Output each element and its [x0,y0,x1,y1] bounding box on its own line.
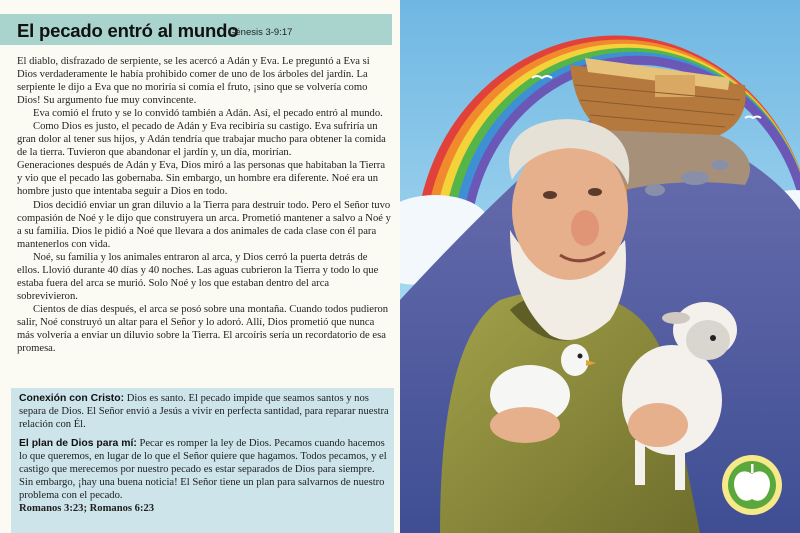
story-paragraph: Cientos de días después, el arca se posó sobre una montaña. Cuando todos pudieron salir, Noé construyó un altar para el Señor y lo adoró. Allí, Dios prometió que nunca más volvería a enviar un diluvio sobre la Tierra. El arcoíris sería un recordatorio de esa promesa. [17,303,389,355]
christ-connection-text: Dios es santo. El pecado impide que seamos santos y nos separa de Dios. El Señor envió a Jesús a vivir en perfecta santidad, para reparar nuestra relación con Él. [19,393,389,431]
story-paragraph: Eva comió el fruto y se lo convidó también a Adán. Así, el pecado entró al mundo. [33,108,383,120]
gods-plan-text: Pecar es romper la ley de Dios. Pecamos cuando hacemos lo que queremos, en lugar de lo que el Señor quiere que hagamos. Todos pecamos, y el castigo que merecemos por nuestro pecado es estar separados de Dios para siempre. Sin embargo, ¡hay una buena noticia! El Señor tiene un plan para salvarnos de nuestro problema con el pecado. [19,438,387,502]
christ-connection [19,392,391,431]
scripture-reference: Génesis 3-9:17 [228,27,293,38]
noah-nose [571,210,599,246]
christ-connection-label: Conexión con Cristo: [19,393,125,404]
gods-plan-label: El plan de Dios para mí: [19,438,137,450]
illustration-page [400,0,800,533]
noah-illustration [400,0,800,533]
apple-badge [722,455,782,515]
story-paragraph: El diablo, disfrazado de serpiente, se les acercó a Adán y Eva. Le preguntó a Eva si Dios verdaderamente le había prohibido comer de uno de los árboles del jardín. La serpiente le dijo a Eva que no moriría si comía el fruto, ¡sino que se volvería como Dios! Su argumento fue muy convincente. [17,56,370,107]
story-paragraph: Como Dios es justo, el pecado de Adán y Eva recibiría su castigo. Eva sufriría un gran dolor al tener sus hijos, y Adán tendría que trabajar mucho para obtener la comida de la tierra. Tuvieron que abandonar el jardín y, un día, morirían. [17,121,386,159]
gods-plan [19,437,391,515]
story-paragraph: Dios decidió enviar un gran diluvio a la Tierra para destruir todo. Pero el Señor tuvo compasión de Noé y le dijo que construyera un arca. Prometió mantener a salvo a Noé y a su familia. Dios le pidió a Noé que llevara a dos animales de cada clase con él para mantenerlos con vida. [17,199,391,250]
verse-references: Romanos 3:23; Romanos 6:23 [19,503,155,515]
story-text [17,55,391,355]
noah-eye-left [543,191,557,199]
apple-icon [734,471,770,500]
noah-hand-right [628,403,688,447]
noah-eye-right [588,188,602,196]
lesson-callout [11,388,394,533]
page-title: El pecado entró al mundo [17,20,239,41]
story-paragraph: Generaciones después de Adán y Eva, Dios miró a las personas que habitaban la Tierra y vio que el pecado las gobernaba. Sin embargo, un hombre era diferente. Noé era un hombre justo que intentaba seguir a Dios en todo. [17,160,386,198]
story-paragraph: Noé, su familia y los animales entraron al arca, y Dios cerró la puerta detrás de ellos. Llovió durante 40 días y 40 noches. Las aguas cubrieron la Tierra y todo lo que estaba fuera del arca se murió. Solo Noé y los que estaban dentro del arca sobrevivieron. [17,251,379,302]
noah-hand-left [490,407,560,443]
